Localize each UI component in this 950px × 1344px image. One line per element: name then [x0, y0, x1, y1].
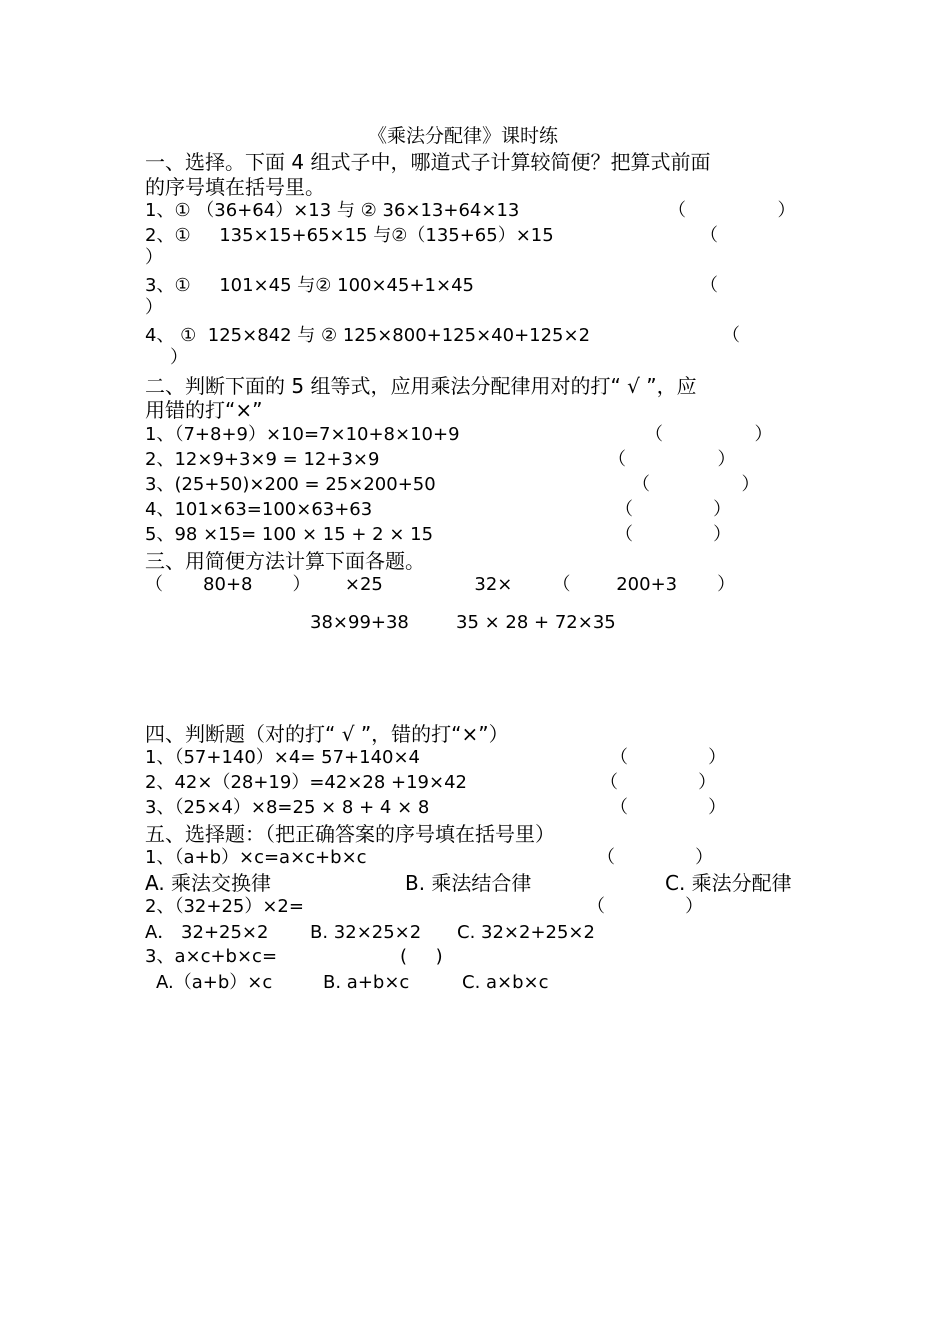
s1-answer-bracket-2-open[interactable]: （	[700, 225, 718, 246]
s5-question-1: 1、（a+b）×c=a×c+b×c	[145, 847, 367, 868]
s1-question-1: 1、① （36+64）×13 与 ② 36×13+64×13	[145, 200, 520, 221]
s5-answer-bracket-1[interactable]: （ ）	[597, 847, 714, 868]
s1-question-2: 2、① 135×15+65×15 与②（135+65）×15	[145, 225, 554, 246]
s5-q1-option-b: B. 乘法结合律	[405, 871, 532, 895]
s4-answer-bracket-1[interactable]: （ ）	[610, 747, 727, 768]
s5-q1-option-c: C. 乘法分配律	[665, 871, 792, 895]
s5-answer-bracket-2[interactable]: （ ）	[587, 896, 704, 917]
s5-q3-option-c: C. a×b×c	[462, 972, 549, 993]
s3-problem-38x99: 38×99+38	[310, 612, 409, 633]
s2-item-3: 3、(25+50)×200 = 25×200+50	[145, 474, 436, 495]
section-1-heading: 一、选择。下面 4 组式子中，哪道式子计算较简便？把算式前面	[145, 150, 711, 174]
s5-q3-option-b: B. a+b×c	[323, 972, 410, 993]
s2-answer-bracket-2[interactable]: （ ）	[608, 449, 736, 470]
s2-answer-bracket-5[interactable]: （ ）	[615, 524, 732, 545]
section-2-heading-cont: 用错的打“×”	[145, 398, 263, 422]
s4-item-3: 3、（25×4）×8=25 × 8 + 4 × 8	[145, 797, 430, 818]
s1-answer-bracket-4-open[interactable]: （	[722, 325, 740, 346]
s1-answer-bracket-4-close[interactable]: ）	[170, 347, 188, 368]
s2-answer-bracket-1[interactable]: （ ）	[645, 424, 773, 445]
s1-question-3: 3、① 101×45 与② 100×45+1×45	[145, 275, 474, 296]
s2-answer-bracket-3[interactable]: （ ）	[632, 474, 760, 495]
s5-q3-option-a: A.（a+b）×c	[156, 972, 273, 993]
s1-answer-bracket-2-close[interactable]: ）	[145, 247, 163, 268]
s5-q2-option-c: C. 32×2+25×2	[457, 922, 595, 943]
s2-answer-bracket-4[interactable]: （ ）	[615, 499, 732, 520]
s4-item-2: 2、42×（28+19）=42×28 +19×42	[145, 772, 467, 793]
s5-question-3: 3、a×c+b×c=	[145, 946, 278, 967]
s4-answer-bracket-2[interactable]: （ ）	[600, 772, 717, 793]
page-title: 《乘法分配律》课时练	[368, 125, 559, 147]
s1-answer-bracket-1[interactable]: （ ）	[668, 200, 796, 221]
section-2-heading: 二、判断下面的 5 组等式，应用乘法分配律用对的打“ √ ”，应	[145, 374, 697, 398]
section-3-heading: 三、用简便方法计算下面各题。	[145, 549, 425, 573]
s1-question-4: 4、 ① 125×842 与 ② 125×800+125×40+125×2	[145, 325, 591, 346]
s2-item-5: 5、98 ×15= 100 × 15 + 2 × 15	[145, 524, 434, 545]
section-5-heading: 五、选择题：（把正确答案的序号填在括号里）	[145, 822, 555, 846]
s3-problems-row-1: （ 80+8 ） ×25 32× （ 200+3 ）	[145, 574, 736, 595]
s2-item-2: 2、12×9+3×9 = 12+3×9	[145, 449, 380, 470]
s4-answer-bracket-3[interactable]: （ ）	[610, 797, 727, 818]
s1-answer-bracket-3-open[interactable]: （	[700, 275, 718, 296]
s3-problem-35x28: 35 × 28 + 72×35	[456, 612, 616, 633]
section-1-heading-cont: 的序号填在括号里。	[145, 175, 325, 199]
s5-q2-option-b: B. 32×25×2	[310, 922, 422, 943]
s2-item-4: 4、101×63=100×63+63	[145, 499, 373, 520]
s2-item-1: 1、（7+8+9）×10=7×10+8×10+9	[145, 424, 460, 445]
section-4-heading: 四、判断题（对的打“ √ ”，错的打“×”）	[145, 722, 509, 746]
s5-answer-bracket-3[interactable]: ( )	[400, 946, 443, 967]
s5-question-2: 2、（32+25）×2=	[145, 896, 304, 917]
s4-item-1: 1、（57+140）×4= 57+140×4	[145, 747, 421, 768]
s1-answer-bracket-3-close[interactable]: ）	[145, 297, 163, 318]
s5-q2-option-a: A． 32+25×2	[145, 922, 269, 943]
s5-q1-option-a: A. 乘法交换律	[145, 871, 272, 895]
